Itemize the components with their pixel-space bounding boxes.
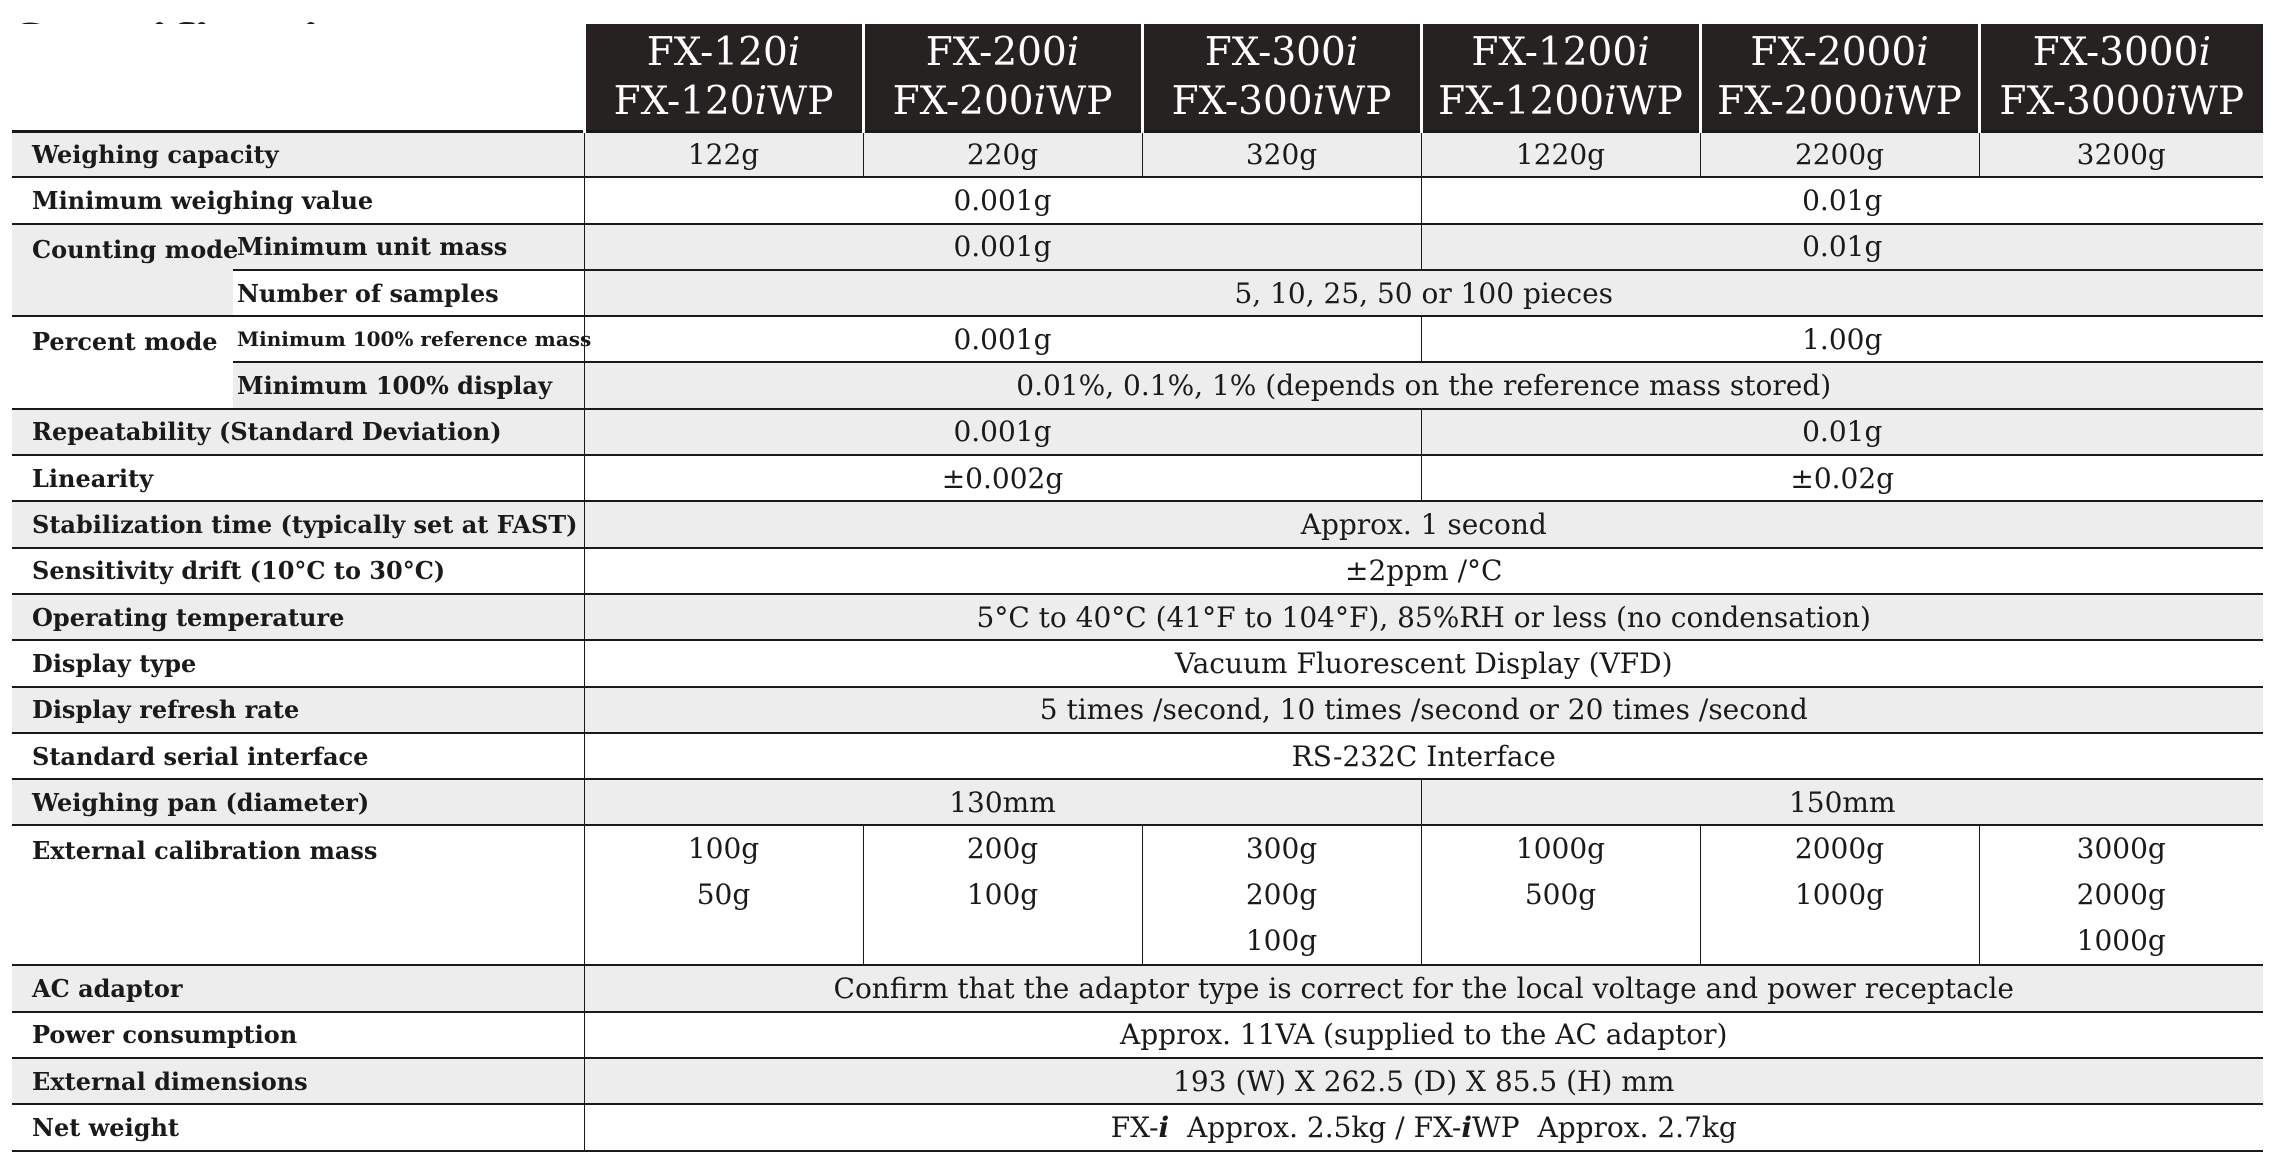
cell-value: ±0.02g: [1421, 455, 2263, 501]
cell-value: Confirm that the adaptor type is correct for the local voltage and power receptacle: [584, 965, 2263, 1011]
cell-value: 0.001g: [584, 224, 1421, 270]
table-row: [12, 965, 2263, 1011]
row-label: External calibration mass: [12, 825, 584, 965]
cell-value: 200g 100g: [863, 825, 1142, 965]
table-row: [12, 501, 2263, 547]
table-row: [12, 548, 2263, 594]
table-row: [12, 1058, 2263, 1104]
table-row: [12, 733, 2263, 779]
table-row: [12, 224, 2263, 270]
cell-value: 5°C to 40°C (41°F to 104°F), 85%RH or less (no condensation): [584, 594, 2263, 640]
table-row: [12, 825, 2263, 965]
cell-value: 220g: [863, 131, 1142, 177]
cell-value: 1220g: [1421, 131, 1700, 177]
row-label: Operating temperature: [12, 594, 584, 640]
row-label: Weighing pan (diameter): [12, 779, 584, 825]
row-label: AC adaptor: [12, 965, 584, 1011]
row-label: Standard serial interface: [12, 733, 584, 779]
cell-value: Vacuum Fluorescent Display (VFD): [584, 640, 2263, 686]
cell-value: 122g: [584, 131, 863, 177]
row-group-label: Percent mode: [12, 316, 233, 409]
table-row: [12, 131, 2263, 177]
table-row: [12, 409, 2263, 455]
net-model-a: FX-i: [1110, 1110, 1170, 1144]
cell-value: 2000g 1000g: [1700, 825, 1979, 965]
cell-value: 130mm: [584, 779, 1421, 825]
row-group-label: Counting mode: [12, 224, 233, 317]
cell-value: 320g: [1142, 131, 1421, 177]
model-header: FX-3000i FX-3000iWP: [1979, 24, 2263, 131]
cell-value: 3000g 2000g 1000g: [1979, 825, 2263, 965]
cell-value: 0.001g: [584, 316, 1421, 362]
cell-value: ±0.002g: [584, 455, 1421, 501]
row-label: Power consumption: [12, 1012, 584, 1058]
cell-value: Approx. 1 second: [584, 501, 2263, 547]
cell-value: 0.01g: [1421, 409, 2263, 455]
cell-value: FX-i Approx. 2.5kg / FX-iWP Approx. 2.7kg: [584, 1104, 2263, 1150]
model-header: FX-120i FX-120iWP: [584, 24, 863, 131]
cell-value: 0.01g: [1421, 177, 2263, 223]
table-row: [12, 362, 2263, 408]
spec-table: [12, 24, 2263, 1152]
table-row: [12, 779, 2263, 825]
cell-value: 5 times /second, 10 times /second or 20 times /second: [584, 687, 2263, 733]
model-header: FX-2000i FX-2000iWP: [1700, 24, 1979, 131]
row-sublabel: Minimum unit mass: [233, 224, 584, 270]
row-sublabel: Number of samples: [233, 270, 584, 316]
table-row: [12, 1012, 2263, 1058]
cell-value: 0.001g: [584, 409, 1421, 455]
table-row: [12, 687, 2263, 733]
row-label: External dimensions: [12, 1058, 584, 1104]
table-row: [12, 455, 2263, 501]
row-label: Linearity: [12, 455, 584, 501]
cell-value: RS-232C Interface: [584, 733, 2263, 779]
cell-value: 0.01%, 0.1%, 1% (depends on the reference mass stored): [584, 362, 2263, 408]
row-label: Weighing capacity: [12, 131, 584, 177]
cell-value: 150mm: [1421, 779, 2263, 825]
table-row: [12, 316, 2263, 362]
cell-value: 0.001g: [584, 177, 1421, 223]
net-model-b: FX-iWP: [1413, 1110, 1520, 1144]
cell-value: 300g 200g 100g: [1142, 825, 1421, 965]
header-blank: [12, 24, 584, 131]
model-header: FX-1200i FX-1200iWP: [1421, 24, 1700, 131]
row-label: Net weight: [12, 1104, 584, 1150]
cell-value: 193 (W) X 262.5 (D) X 85.5 (H) mm: [584, 1058, 2263, 1104]
row-label: Display type: [12, 640, 584, 686]
table-row: [12, 640, 2263, 686]
model-header: FX-300i FX-300iWP: [1142, 24, 1421, 131]
table-row: [12, 270, 2263, 316]
row-label: Stabilization time (typically set at FAST): [12, 501, 584, 547]
model-header: FX-200i FX-200iWP: [863, 24, 1142, 131]
cell-value: 3200g: [1979, 131, 2263, 177]
cell-value: 100g 50g: [584, 825, 863, 965]
cell-value: Approx. 11VA (supplied to the AC adaptor): [584, 1012, 2263, 1058]
table-row: [12, 177, 2263, 223]
cell-value: 1000g 500g: [1421, 825, 1700, 965]
cell-value: 2200g: [1700, 131, 1979, 177]
cell-value: 5, 10, 25, 50 or 100 pieces: [584, 270, 2263, 316]
table-row: [12, 1104, 2263, 1150]
cell-value: 1.00g: [1421, 316, 2263, 362]
row-sublabel: Minimum 100% reference mass: [233, 316, 584, 362]
row-label: Display refresh rate: [12, 687, 584, 733]
row-label: Sensitivity drift (10°C to 30°C): [12, 548, 584, 594]
cell-value: ±2ppm /°C: [584, 548, 2263, 594]
row-sublabel: Minimum 100% display: [233, 362, 584, 408]
row-label: Minimum weighing value: [12, 177, 584, 223]
row-label: Repeatability (Standard Deviation): [12, 409, 584, 455]
table-row: [12, 594, 2263, 640]
cell-value: 0.01g: [1421, 224, 2263, 270]
